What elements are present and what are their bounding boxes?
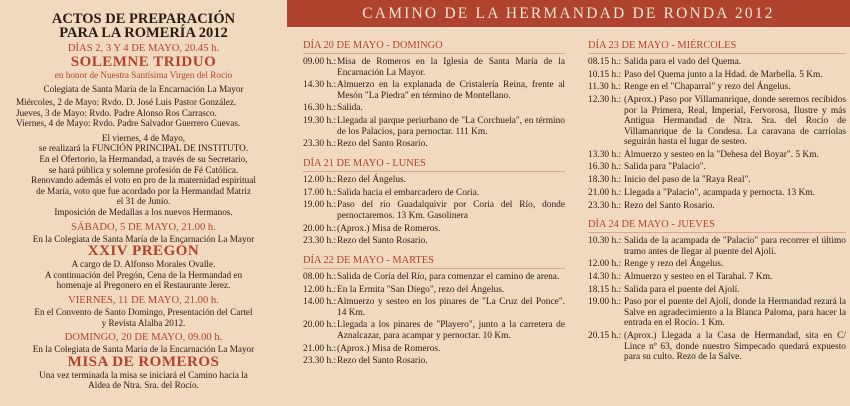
event-row	[303, 57, 565, 78]
funcion-line: se hará pública y solemne profesión de Fé Católica.	[48, 164, 239, 175]
event-row	[303, 188, 565, 199]
event-time: 23.30 h.:	[303, 139, 337, 150]
pregon-line: A continuación del Pregón, Cena de la Hermandad en	[44, 269, 243, 280]
event-row	[303, 103, 565, 114]
event-row	[588, 188, 846, 199]
triduo-subtitle: en honor de Nuestra Santísima Virgen del Rocío	[54, 70, 233, 80]
event-text: Almuerzo y sesteo en la "Dehesa del Boyar". 5 Km.	[624, 149, 819, 160]
event-row	[588, 297, 846, 329]
event-row	[588, 285, 846, 296]
pregon-line: A cargo de D. Alfonso Morales Ovalle.	[71, 259, 216, 270]
event-row	[588, 272, 846, 283]
event-row	[303, 320, 565, 341]
event-row	[588, 331, 846, 363]
misa-line: Aldea de Ntra. Sra. del Rocío.	[88, 380, 199, 391]
triduo-title: SOLEMNE TRIDUO	[70, 54, 217, 70]
misa-place: En la Colegiata de Santa María de la Encarnación La Mayor	[32, 344, 255, 355]
day-heading: DÍA 22 DE MAYO - MARTES	[303, 255, 565, 269]
event-row	[303, 139, 565, 150]
event-time: 19.30 h.:	[303, 116, 337, 127]
event-row	[588, 57, 846, 68]
event-time: 16.30 h.:	[303, 103, 337, 114]
funcion-line: Renovando además el voto en pro de la maternidad espiritual	[31, 175, 256, 186]
misa-title: MISA DE ROMEROS	[67, 353, 220, 370]
event-time: 10.15 h.:	[588, 69, 622, 80]
event-time: 11.30 h.:	[588, 82, 621, 93]
event-row	[303, 236, 565, 247]
event-time: 20.00 h.:	[303, 320, 337, 331]
event-row	[303, 224, 565, 235]
funcion-line: el 31 de Junio.	[116, 196, 171, 207]
event-time: 12.00 h.:	[588, 259, 622, 270]
event-text: (Aprox.) Paso por Villamanrique, donde seremos recibidos por la Primera, Real, Imperial, Fervorosa, Ilustre y más Antigua Hermandad de Ntra. Sra. del Rocío de Villamanrique de la Condesa. La caravana de carriolas seguirán hasta el lugar de sesteo.	[624, 95, 846, 148]
event-row	[588, 150, 846, 161]
event-text: (Aprox.) Misa de Romeros.	[337, 223, 441, 234]
event-row	[588, 201, 846, 212]
triduo-place: Colegiata de Santa María de la Encarnación La Mayor	[43, 84, 244, 95]
event-time: 08.15 h.:	[588, 57, 622, 67]
event-time: 21.00 h.:	[588, 187, 622, 198]
day-heading: DÍA 20 DE MAYO - DOMINGO	[303, 40, 565, 54]
triduo-line: Viernes, 4 de Mayo: Rvdo. Padre Salvador Guerrero Cuevas.	[16, 118, 241, 129]
event-text: Llegada al parque periurbano de "La Corchuela", en término de los Palacios, para pernoctar. 111 Km.	[337, 116, 565, 137]
funcion-line: En el Ofertorio, la Hermandad, a través de su Secretario,	[39, 153, 248, 164]
event-row	[588, 82, 846, 93]
event-row	[303, 80, 565, 101]
event-time: 19.00 h.:	[588, 297, 622, 308]
event-time: 12.00 h.:	[303, 174, 337, 185]
event-row	[588, 175, 846, 186]
event-text: Salida.	[337, 103, 363, 114]
event-text: En la Ermita "San Diego", rezo del Ángelus.	[337, 284, 505, 295]
event-time: 21.00 h.:	[303, 343, 337, 354]
event-time: 14.30 h.:	[303, 80, 337, 91]
pregon-title: XXIV PREGÓN	[87, 243, 200, 260]
event-time: 13.30 h.:	[588, 149, 622, 160]
event-text: Salida de la acampada de "Palacio" para recorrer el último tramo antes de llegar al puente del Ajolí.	[624, 236, 846, 257]
event-time: 20.00 h.:	[303, 223, 337, 234]
event-time: 23.30 h.:	[303, 236, 337, 247]
event-text: Salida de Coria del Río, para comenzar el camino de arena.	[337, 271, 560, 282]
title-line-1: ACTOS DE PREPARACIÓN	[51, 11, 236, 27]
itinerary-column-1	[303, 38, 565, 369]
event-time: 18.30 h.:	[588, 175, 622, 186]
event-text: Rezo del Santo Rosario.	[337, 356, 428, 367]
event-row	[303, 175, 565, 186]
funcion-line: de María, voto que fue acordado por la Hermandad Matriz	[36, 185, 251, 196]
funcion-line: se realizará la FUNCIÓN PRINCIPAL DE INSTITUTO.	[38, 143, 249, 154]
event-text: Salida para el puente del Ajolí.	[624, 284, 740, 295]
preparation-title	[0, 12, 287, 40]
pregon-line: homenaje al Pregonero en el Restaurante Jerez.	[56, 280, 231, 291]
event-text: Salida para "Palacio".	[624, 162, 706, 173]
event-time: 10.30 h.:	[588, 236, 622, 247]
event-text: Rezo del Santo Rosario.	[624, 200, 715, 211]
misa-date: DOMINGO, 20 DE MAYO, 09.00 h.	[64, 332, 223, 344]
event-row	[588, 95, 846, 148]
event-row	[588, 162, 846, 173]
event-text: Paso por el puente del Ajolí, donde la Hermandad rezará la Salve en agradecimiento a la Blanca Paloma, para hacer la entrada en el Rocío. 1 Km.	[624, 297, 846, 329]
event-time: 23.30 h.:	[303, 356, 337, 367]
event-text: Rezo del Santo Rosario.	[337, 139, 428, 150]
event-time: 14.30 h.:	[588, 272, 622, 283]
event-time: 20.15 h.:	[588, 331, 622, 342]
day-heading: DÍA 21 DE MAYO - LUNES	[303, 158, 565, 172]
day-heading: DÍA 23 DE MAYO - MIÉRCOLES	[588, 40, 846, 54]
event-row	[303, 285, 565, 296]
event-text: Llegada a los pinares de "Playero", junto a la carretera de Aznalcazar, para acampar y pernoctar. 10 Km.	[337, 320, 565, 341]
itinerary-column-2	[588, 38, 846, 365]
event-text: Llegada a "Palacio", acampada y pernocta. 13 Km.	[624, 187, 815, 198]
triduo-line: Miércoles, 2 de Mayo: Rvdo. D. José Luis Pastor González.	[16, 97, 237, 107]
cartel-line: En el Convento de Santo Domingo, Presentación del Cartel	[34, 306, 253, 317]
event-text: Renge y rezo del Ángelus.	[624, 259, 724, 270]
event-text: (Aprox.) Misa de Romeros.	[337, 343, 441, 354]
event-time: 18.15 h.:	[588, 284, 622, 295]
cartel-date: VIERNES, 11 DE MAYO, 21.00 h.	[68, 294, 219, 306]
event-time: 08.00 h.:	[303, 271, 337, 282]
event-text: Almuerzo y sesteo en los pinares de "La Cruz del Ponce". 14 Km.	[337, 297, 565, 318]
event-text: Paso del río Guadalquivir por Coria del Río, donde pernoctaremos. 13 Km. Gasolinera	[337, 200, 565, 221]
event-row	[303, 272, 565, 283]
event-text: Rezo del Santo Rosario.	[337, 236, 428, 247]
event-time: 12.30 h.:	[588, 95, 622, 106]
event-row	[303, 200, 565, 221]
event-text: Misa de Romeros en la Iglesia de Santa María de la Encarnación La Mayor.	[337, 57, 565, 78]
itinerary-banner: CAMINO DE LA HERMANDAD DE RONDA 2012	[287, 0, 850, 27]
event-time: 14.00 h.:	[303, 297, 337, 308]
funcion-line: El viernes, 4 de Mayo,	[101, 132, 186, 143]
event-row	[303, 356, 565, 367]
event-text: Paso del Quema junto a la Hdad. de Marbella. 5 Km.	[624, 69, 823, 80]
pregon-place: En la Colegiata de Santa María de la Encarnación La Mayor	[32, 233, 255, 244]
title-line-2: PARA LA ROMERÍA 2012	[59, 25, 228, 41]
triduo-dates: DÍAS 2, 3 Y 4 DE MAYO, 20.45 h.	[67, 43, 220, 54]
event-text: Inicio del paso de la "Raya Real".	[624, 175, 751, 186]
event-time: 09.00 h.:	[303, 57, 337, 67]
cartel-line: y Revista Alalba 2012.	[101, 317, 186, 328]
event-text: Almuerzo en la explanada de Cristalería Reina, frente al Mesón "La Piedra" en término de Montellano.	[337, 80, 565, 101]
event-time: 19.00 h.:	[303, 200, 337, 211]
itinerary-panel	[287, 0, 850, 406]
event-text: Renge en el "Chaparral" y rezo del Ángelus.	[624, 82, 791, 93]
event-row	[303, 344, 565, 355]
funcion-line: Imposición de Medallas a los nuevos Hermanos.	[54, 206, 233, 217]
event-text: Salida para el vado del Quema.	[624, 57, 742, 67]
event-text: Salida hacia el embarcadero de Coria.	[337, 187, 480, 198]
event-time: 23.30 h.:	[588, 200, 622, 211]
event-row	[588, 259, 846, 270]
event-text: (Aprox.) Llegada a la Casa de Hermandad, sita en C/ Lince nº 63, donde nuestro Simpecado quedará expuesto para su culto. Rezo de la Salve.	[624, 331, 846, 363]
event-text: Almuerzo y sesteo en el Tarahal. 7 Km.	[624, 272, 773, 283]
event-row	[303, 116, 565, 137]
triduo-line: Jueves, 3 de Mayo: Rvdo. Padre Alonso Ros Carrasco.	[16, 107, 217, 118]
day-heading: DÍA 24 DE MAYO - JUEVES	[588, 219, 846, 233]
misa-line: Una vez terminada la misa se iniciará el Camino hacia la	[39, 369, 248, 380]
event-time: 17.00 h.:	[303, 187, 337, 198]
preparation-panel	[0, 0, 287, 406]
event-row	[588, 236, 846, 257]
event-text: Rezo del Ángelus.	[337, 174, 406, 185]
event-row	[588, 70, 846, 81]
event-time: 16.30 h.:	[588, 162, 622, 173]
event-row	[303, 297, 565, 318]
pregon-date: SÁBADO, 5 DE MAYO, 21.00 h.	[71, 221, 216, 233]
event-time: 12.00 h.:	[303, 284, 337, 295]
